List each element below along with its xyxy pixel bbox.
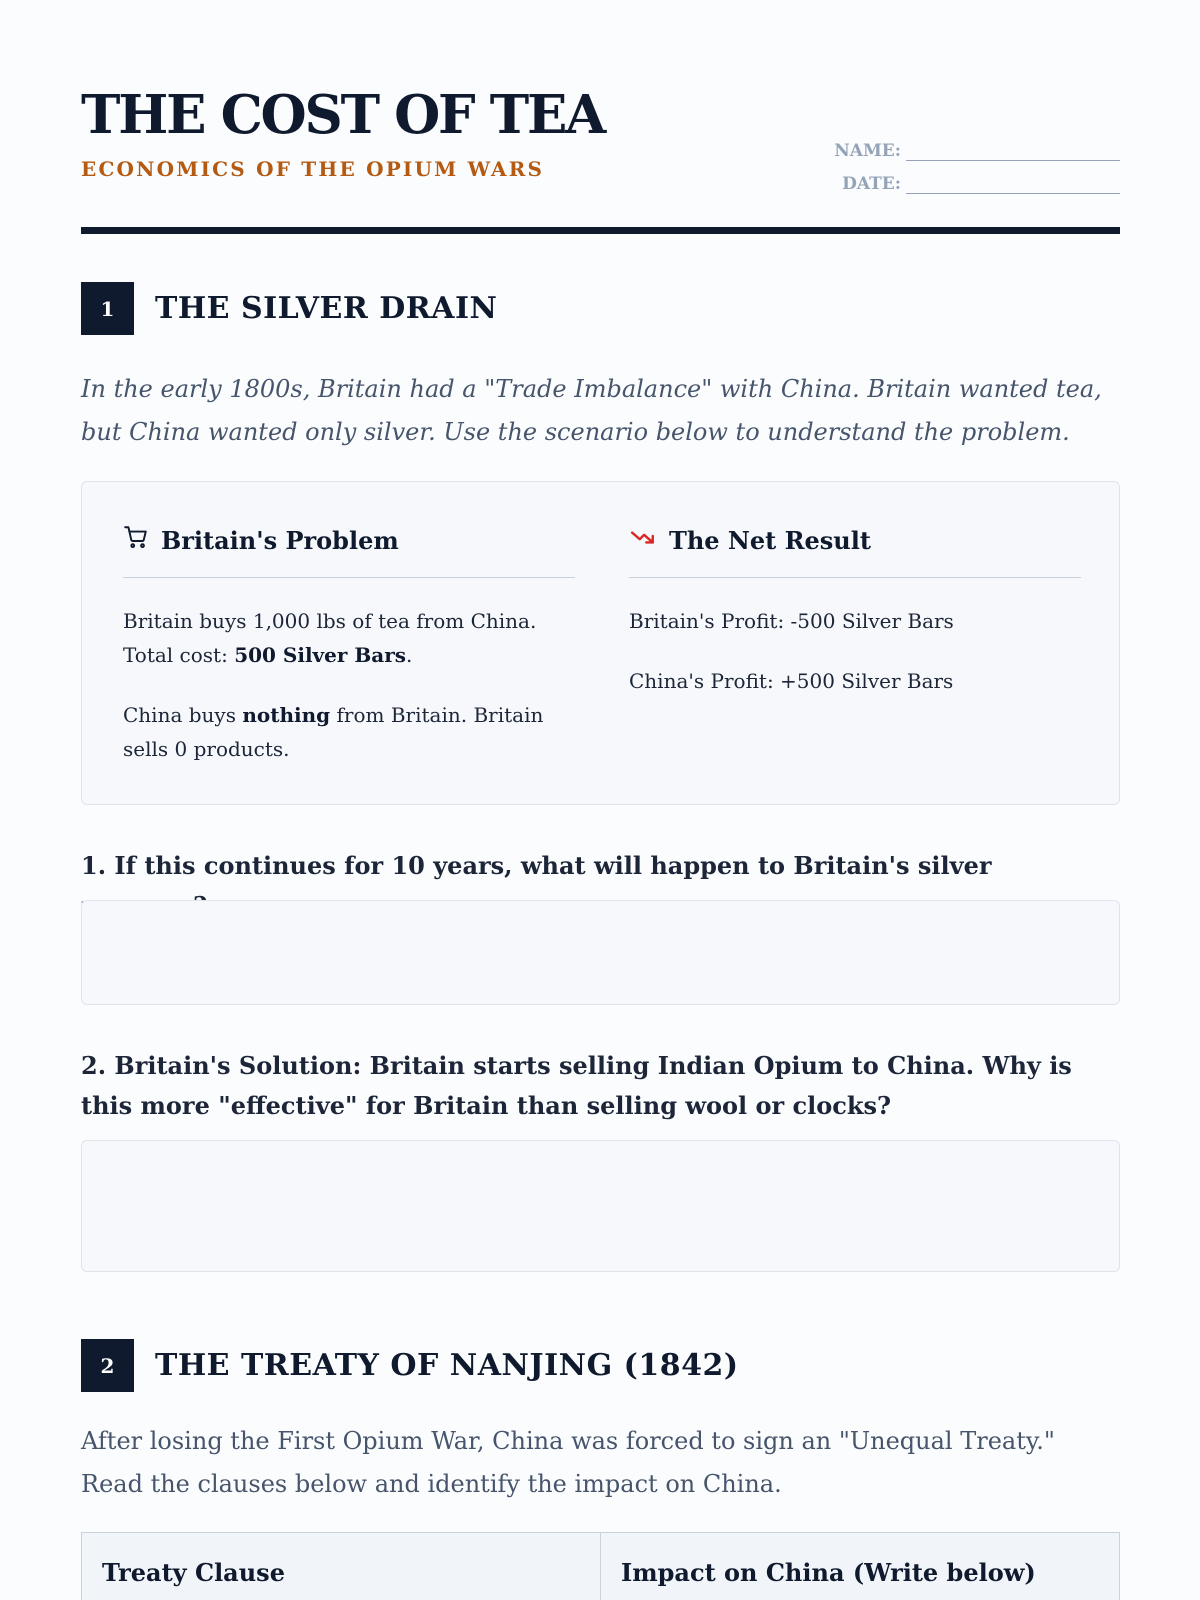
date-field[interactable] — [906, 174, 1120, 194]
answer-box-2[interactable] — [81, 1140, 1120, 1272]
date-row — [834, 161, 1120, 194]
table-header-clause: Treaty Clause — [102, 1558, 285, 1587]
china-profit-line: China's Profit: +500 Silver Bars — [629, 669, 954, 693]
question-2: 2. Britain's Solution: Britain starts selling Indian Opium to China. Why is this more "effective" for Britain than selling wool or clocks? — [81, 1051, 1072, 1120]
answer-box-1[interactable] — [81, 900, 1120, 1005]
scenario-paragraph: China buys nothing from Britain. Britain sells 0 products. — [123, 703, 544, 761]
column-body — [123, 604, 575, 792]
column-heading-label: The Net Result — [669, 525, 871, 555]
worksheet-page — [81, 0, 1120, 1600]
britain-profit-line: Britain's Profit: -500 Silver Bars — [629, 609, 954, 633]
section-title: THE SILVER DRAIN — [155, 291, 498, 326]
treaty-table — [81, 1532, 1120, 1600]
column-divider — [629, 577, 1081, 578]
section-number-badge: 1 — [81, 282, 134, 335]
page-title: THE COST OF TEA — [81, 84, 605, 146]
section-2-intro: After losing the First Opium War, China was forced to sign an "Unequal Treaty." Read the clauses below and identify the impact on China. — [81, 1427, 1055, 1498]
shopping-cart-icon — [123, 524, 161, 556]
question-1: 1. If this continues for 10 years, what will happen to Britain's silver — [81, 851, 992, 880]
scenario-box — [81, 481, 1120, 805]
student-info — [834, 128, 1120, 194]
header-divider — [81, 227, 1120, 234]
name-row — [834, 128, 1120, 161]
section-number-badge: 2 — [81, 1339, 134, 1392]
section-2-heading — [81, 1339, 739, 1392]
column-body — [629, 604, 1081, 724]
column-heading — [629, 524, 871, 556]
column-heading — [123, 524, 399, 556]
section-1-intro: In the early 1800s, Britain had a "Trade Imbalance" with China. Britain wanted tea, but China wanted only silver. Use the scenario below to understand the problem. — [81, 375, 1102, 446]
name-field[interactable] — [906, 141, 1120, 161]
section-1-heading — [81, 282, 497, 335]
page-subtitle: ECONOMICS OF THE OPIUM WARS — [81, 157, 545, 181]
section-title: THE TREATY OF NANJING (1842) — [155, 1348, 739, 1383]
date-label: DATE: — [842, 174, 901, 194]
name-label: NAME: — [834, 141, 901, 161]
scenario-paragraph: Britain buys 1,000 lbs of tea from China. Total cost: 500 Silver Bars. — [123, 609, 537, 667]
trending-down-icon — [629, 524, 669, 556]
table-header-impact: Impact on China (Write below) — [600, 1533, 1119, 1600]
column-divider — [123, 577, 575, 578]
column-heading-label: Britain's Problem — [161, 525, 399, 555]
